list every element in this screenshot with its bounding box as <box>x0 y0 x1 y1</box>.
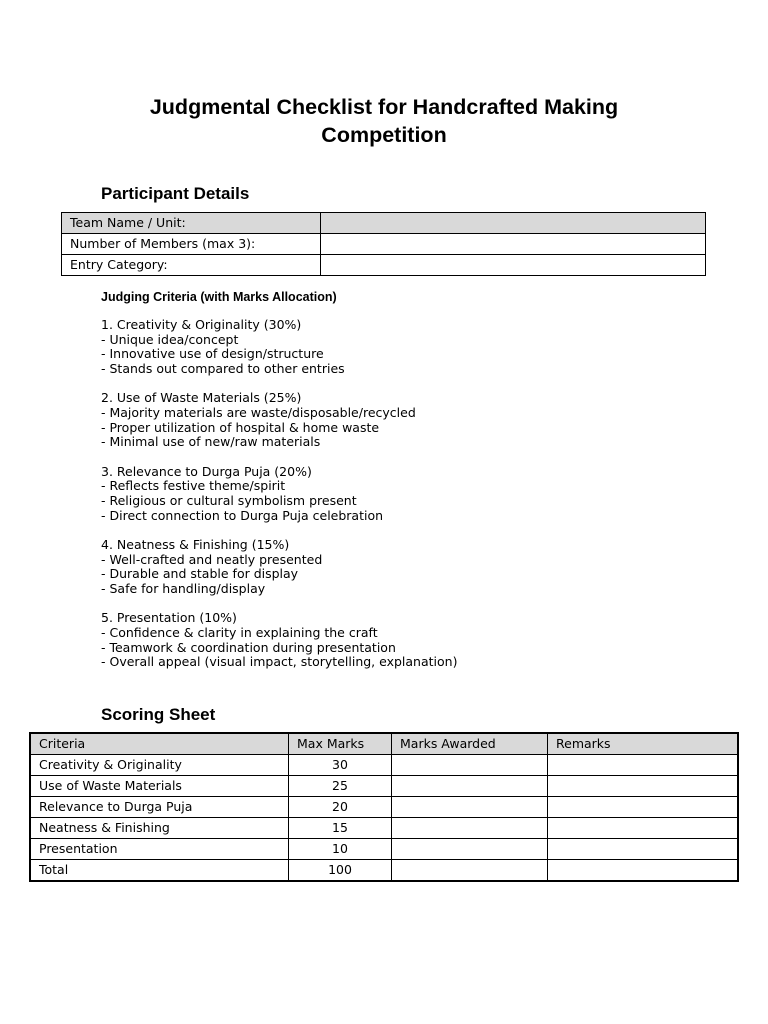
criterion-point: - Overall appeal (visual impact, storytelling, explanation) <box>101 654 458 670</box>
table-row <box>30 755 738 776</box>
column-header-marks-awarded: Marks Awarded <box>392 733 548 755</box>
criterion-point: - Stands out compared to other entries <box>101 361 345 377</box>
criterion-point: - Confidence & clarity in explaining the craft <box>101 624 378 640</box>
marks-awarded-field[interactable] <box>392 797 548 818</box>
max-marks-cell: 10 <box>289 839 392 860</box>
criterion-block <box>101 611 457 670</box>
column-header-remarks: Remarks <box>548 733 739 755</box>
criteria-cell: Presentation <box>30 839 289 860</box>
max-marks-cell: 15 <box>289 818 392 839</box>
criterion-point: - Minimal use of new/raw materials <box>101 434 321 450</box>
column-header-max-marks: Max Marks <box>289 733 392 755</box>
participant-label: Entry Category: <box>62 255 321 276</box>
marks-awarded-field[interactable] <box>392 818 548 839</box>
participant-value-field[interactable] <box>321 255 706 276</box>
criterion-point: - Religious or cultural symbolism present <box>101 493 357 509</box>
scoring-sheet-heading: Scoring Sheet <box>101 705 216 724</box>
participant-label: Number of Members (max 3): <box>62 234 321 255</box>
total-row <box>30 860 738 882</box>
participant-value-field[interactable] <box>321 213 706 234</box>
max-marks-cell: 100 <box>289 860 392 882</box>
participant-row <box>62 255 706 276</box>
criterion-point: - Majority materials are waste/disposable/recycled <box>101 405 416 421</box>
table-row <box>30 776 738 797</box>
criterion-title: 4. Neatness & Finishing (15%) <box>101 536 290 552</box>
table-row <box>30 797 738 818</box>
participant-details-heading: Participant Details <box>101 184 250 203</box>
marks-awarded-field[interactable] <box>392 839 548 860</box>
criterion-point: - Teamwork & coordination during presentation <box>101 639 396 655</box>
criterion-block <box>101 391 457 450</box>
criterion-point: - Proper utilization of hospital & home waste <box>101 419 380 435</box>
max-marks-cell: 30 <box>289 755 392 776</box>
document-title <box>0 93 768 149</box>
max-marks-cell: 25 <box>289 776 392 797</box>
criterion-point: - Innovative use of design/structure <box>101 346 324 362</box>
table-row <box>30 839 738 860</box>
criteria-cell: Creativity & Originality <box>30 755 289 776</box>
remarks-field[interactable] <box>548 755 739 776</box>
criterion-block <box>101 465 457 524</box>
marks-awarded-field[interactable] <box>392 755 548 776</box>
participant-details-table <box>61 212 706 276</box>
criterion-point: - Unique idea/concept <box>101 331 239 347</box>
remarks-field[interactable] <box>548 818 739 839</box>
participant-row <box>62 234 706 255</box>
remarks-field[interactable] <box>548 776 739 797</box>
marks-awarded-field[interactable] <box>392 860 548 882</box>
scoring-header-row <box>30 733 738 755</box>
criterion-point: - Safe for handling/display <box>101 581 266 597</box>
column-header-criteria: Criteria <box>30 733 289 755</box>
criterion-title: 1. Creativity & Originality (30%) <box>101 317 302 332</box>
criterion-point: - Reflects festive theme/spirit <box>101 478 286 494</box>
remarks-field[interactable] <box>548 860 739 882</box>
criterion-title: 3. Relevance to Durga Puja (20%) <box>101 463 312 479</box>
participant-label: Team Name / Unit: <box>62 213 321 234</box>
scoring-sheet-table <box>29 732 739 882</box>
max-marks-cell: 20 <box>289 797 392 818</box>
criteria-cell: Use of Waste Materials <box>30 776 289 797</box>
criterion-block <box>101 318 457 377</box>
criterion-block <box>101 538 457 597</box>
table-row <box>30 818 738 839</box>
criteria-cell: Total <box>30 860 289 882</box>
remarks-field[interactable] <box>548 839 739 860</box>
criterion-title: 2. Use of Waste Materials (25%) <box>101 390 302 406</box>
participant-value-field[interactable] <box>321 234 706 255</box>
criteria-cell: Neatness & Finishing <box>30 818 289 839</box>
criterion-point: - Direct connection to Durga Puja celebration <box>101 507 384 523</box>
marks-awarded-field[interactable] <box>392 776 548 797</box>
remarks-field[interactable] <box>548 797 739 818</box>
participant-row <box>62 213 706 234</box>
criterion-point: - Well-crafted and neatly presented <box>101 551 323 567</box>
criterion-point: - Durable and stable for display <box>101 566 299 582</box>
criterion-title: 5. Presentation (10%) <box>101 610 237 626</box>
judging-criteria-section <box>101 289 457 670</box>
criteria-cell: Relevance to Durga Puja <box>30 797 289 818</box>
judging-criteria-heading: Judging Criteria (with Marks Allocation) <box>101 290 337 304</box>
document-title-line-1: Judgmental Checklist for Handcrafted Making <box>149 95 619 119</box>
document-title-line-2: Competition <box>321 123 447 147</box>
